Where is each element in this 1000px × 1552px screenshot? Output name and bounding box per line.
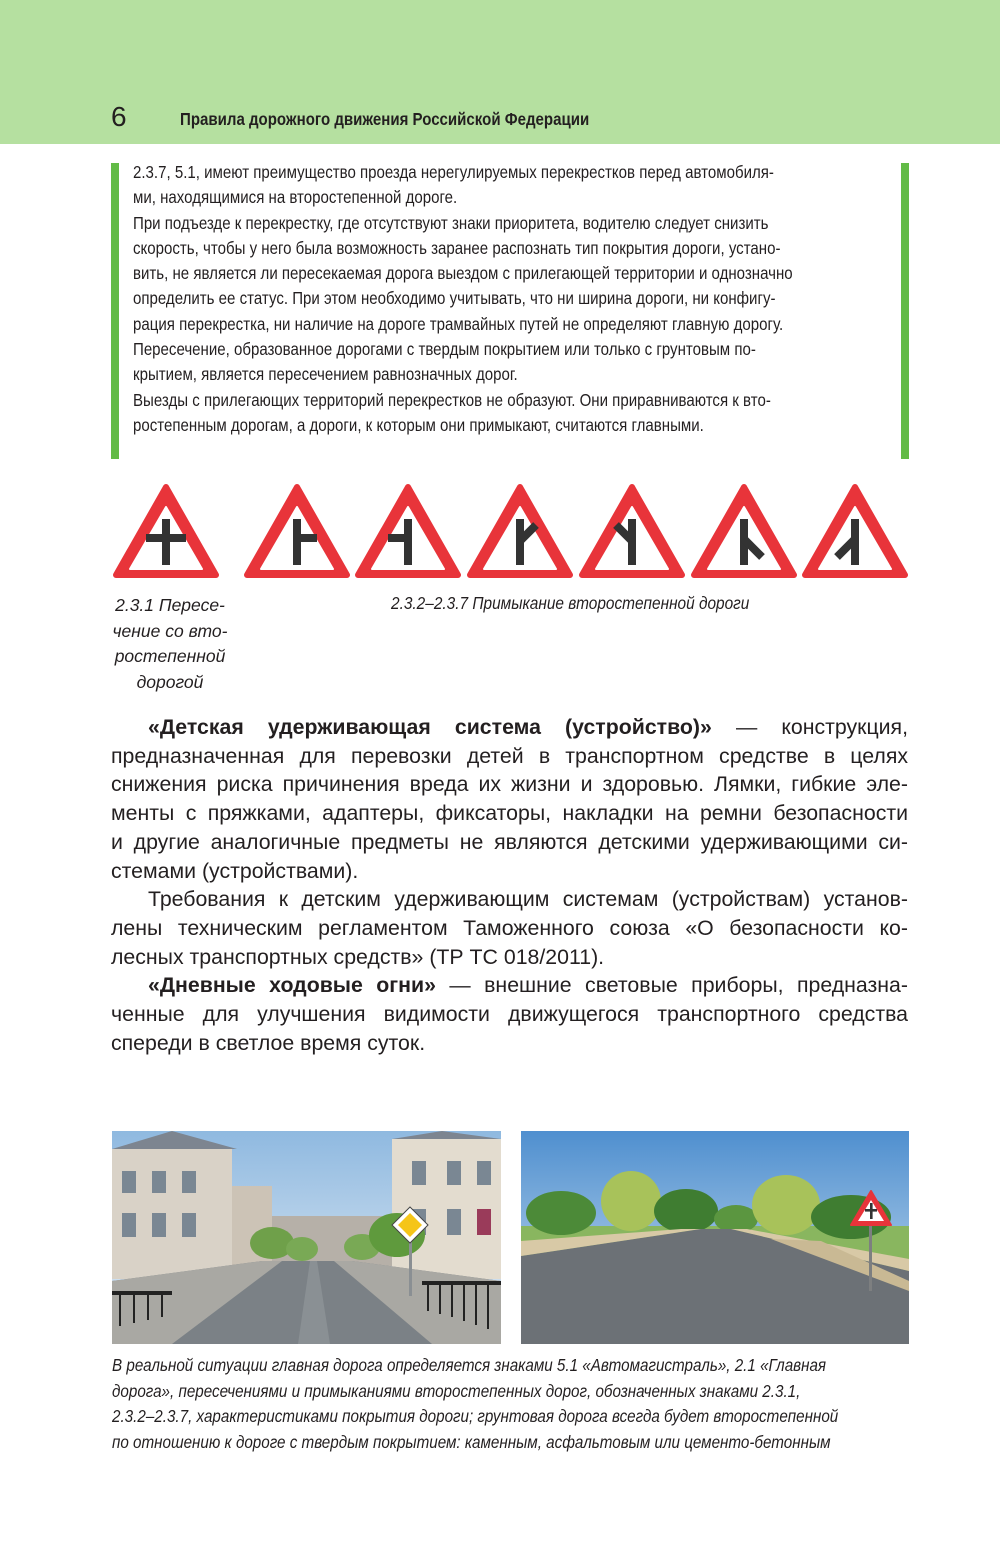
sign-2-3-2-icon: [243, 483, 351, 579]
box-line: крытием, является пересечением равнозначных дорог.: [133, 364, 518, 385]
body-line: «Детская удерживающая система (устройство)» — конструкция,: [148, 715, 908, 739]
body-line: лесных транспортных средств» (ТР ТС 018/2011).: [111, 944, 605, 969]
caption-line: ростепенной: [114, 646, 226, 666]
paragraph-requirements: [111, 885, 908, 971]
term-daytime-lights: «Дневные ходовые огни»: [148, 973, 436, 998]
caption-line: 2.3.2–2.3.7, характеристиками покрытия дороги; грунтовая дорога всегда будет второстепенной: [112, 1406, 839, 1426]
body-line: «Дневные ходовые огни» — внешние световые приборы, предназна-: [148, 973, 908, 998]
paragraph-child-restraint: [111, 713, 908, 885]
body-text: [111, 713, 908, 1057]
box-accent-right: [901, 163, 909, 459]
body-line: спереди в светлое время суток.: [111, 1030, 426, 1055]
sign-caption-2-3-2-7: 2.3.2–2.3.7 Примыкание второстепенной дороги: [391, 593, 750, 613]
box-line: При подъезде к перекрестку, где отсутствуют знаки приоритета, водителю следует снизить: [133, 212, 769, 233]
info-box: [133, 160, 881, 438]
body-line: ченные для улучшения видимости движущегося транспортного средства: [111, 1002, 908, 1027]
box-line: Пересечение, образованное дорогами с твердым покрытием или только с грунтовым по-: [133, 339, 756, 360]
box-line: вить, не является ли пересекаемая дорога выездом с прилегающей территории и однозначно: [133, 263, 793, 284]
box-line: скорость, чтобы у него была возможность заранее распознать тип покрытия дороги, устано-: [133, 237, 781, 258]
sign-2-3-1-icon: [112, 483, 220, 579]
page-number: 6: [111, 101, 127, 132]
sign-2-3-5-icon: [578, 483, 686, 579]
photo-caption: [112, 1353, 907, 1455]
body-line: менты с пряжками, адаптеры, фиксаторы, накладки на ремни безопасности: [111, 801, 908, 826]
body-line: лены техническим регламентом Таможенного союза «О безопасности ко-: [111, 915, 908, 940]
sign-2-3-6-icon: [690, 483, 798, 579]
photo-city-street: [112, 1131, 501, 1344]
sign-2-3-4-icon: [466, 483, 574, 579]
body-line: снижения риска причинения вреда их жизни и здоровью. Лямки, гибкие эле-: [111, 772, 908, 797]
term-child-restraint: «Детская удерживающая система (устройство)»: [148, 715, 712, 739]
running-title: Правила дорожного движения Российской Федерации: [180, 109, 590, 129]
box-line: 2.3.7, 5.1, имеют преимущество проезда нерегулируемых перекрестков перед автомобиля-: [133, 162, 774, 182]
box-line: определить ее статус. При этом необходимо учитывать, что ни ширина дороги, ни конфигу-: [133, 288, 776, 309]
body-line: Требования к детским удерживающим системам (устройствам) установ-: [148, 887, 908, 912]
caption-line: по отношению к дороге с твердым покрытием: каменным, асфальтовым или цементо-бетонным: [112, 1431, 831, 1452]
sign-2-3-3-icon: [354, 483, 462, 579]
sign-2-3-7-icon: [801, 483, 909, 579]
caption-line: 2.3.1 Пересе-: [115, 595, 225, 615]
body-line: предназначенная для перевозки детей в транспортном средстве в целях: [111, 743, 908, 768]
body-line: и другие аналогичные предметы не являются детскими удерживающими си-: [111, 829, 908, 854]
box-accent-left: [111, 163, 119, 459]
caption-line: дорога», пересечениями и примыканиями второстепенных дорог, обозначенных знаками 2.3.1,: [112, 1380, 801, 1401]
box-line: ми, находящимися на второстепенной дороге.: [133, 187, 458, 208]
box-line: Выезды с прилегающих территорий перекрестков не образуют. Они приравниваются к вто-: [133, 389, 771, 410]
paragraph-daytime-lights: [111, 971, 908, 1057]
box-line: рация перекрестка, ни наличие на дороге трамвайных путей не определяют главную дорогу.: [133, 313, 784, 334]
body-line: стемами (устройствами).: [111, 858, 359, 883]
caption-line: дорогой: [136, 671, 204, 692]
photo-country-road: [521, 1131, 909, 1344]
sign-caption-2-3-1: [100, 593, 240, 695]
caption-line: В реальной ситуации главная дорога определяется знаками 5.1 «Автомагистраль», 2.1 «Главная: [112, 1355, 827, 1375]
box-line: ростепенным дорогам, а дороги, к которым они примыкают, считаются главными.: [133, 414, 704, 435]
caption-line: чение со вто-: [112, 620, 228, 641]
